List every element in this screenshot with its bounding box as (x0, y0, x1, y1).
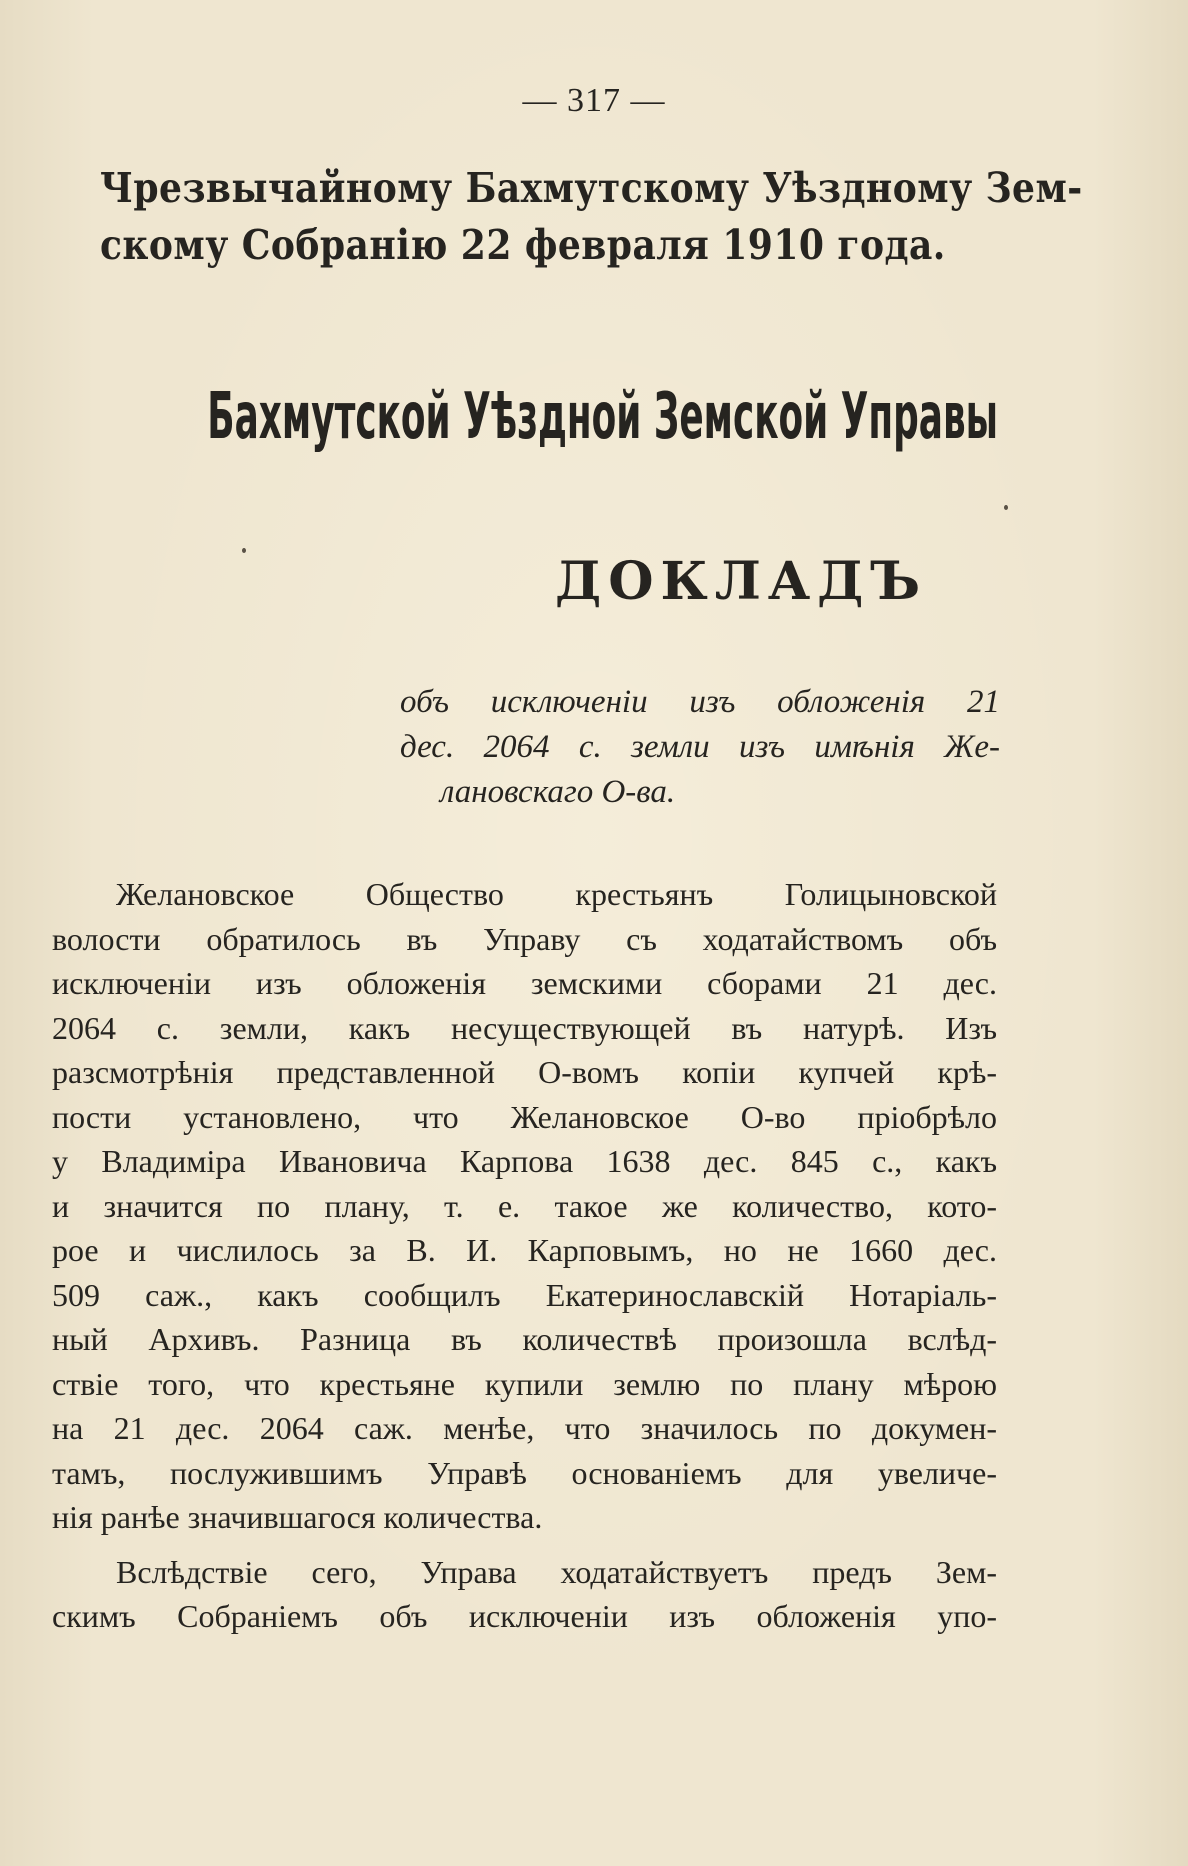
document-heading (100, 160, 1083, 274)
issuing-body: Бахмутской Уѣздной Земской Управы (207, 380, 998, 454)
body-line: волости обратилось въ Управу съ ходатайствомъ объ (52, 920, 997, 957)
heading-line: Чрезвычайному Бахмутскому Уѣздному Зем- (100, 164, 1083, 212)
body-line: ный Архивъ. Разница въ количествѣ произошла вслѣд- (52, 1321, 997, 1357)
body-line: разсмотрѣнія представленной О-вомъ копіи купчей крѣ- (52, 1054, 997, 1090)
body-line: Желановское Общество крестьянъ Голицыновской (116, 876, 997, 912)
body-line: скимъ Собраніемъ объ исключеніи изъ обложенія упо- (52, 1598, 997, 1634)
paragraph-gap (52, 1540, 997, 1550)
body-line: 509 саж., какъ сообщилъ Екатеринославскій Нотаріаль- (52, 1276, 997, 1313)
body-text (52, 872, 997, 1639)
report-subject (400, 680, 1000, 815)
body-line: 2064 с. земли, какъ несуществующей въ натурѣ. Изъ (52, 1009, 997, 1046)
subject-line: дес. 2064 с. земли изъ имѣнія Же- (400, 729, 1000, 765)
body-line: и значится по плану, т. е. такое же количество, кото- (52, 1187, 997, 1224)
body-line: у Владиміра Ивановича Карпова 1638 дес. 845 с., какъ (52, 1143, 997, 1179)
paper-speck (242, 548, 246, 553)
body-line: пости установлено, что Желановское О-во пріобрѣло (52, 1098, 997, 1135)
body-line: исключеніи изъ обложенія земскими сборами 21 дес. (52, 965, 997, 1001)
subject-line: лановскаго О-ва. (440, 774, 676, 810)
body-line: Вслѣдствіе сего, Управа ходатайствуетъ предъ Зем- (116, 1553, 997, 1590)
body-line: на 21 дес. 2064 саж. менѣе, что значилось по докумен- (52, 1410, 997, 1446)
paper-speck (1004, 505, 1008, 510)
body-line: тамъ, послужившимъ Управѣ основаніемъ для увеличе- (52, 1454, 997, 1491)
document-type: ДОКЛАДЪ (555, 551, 928, 612)
body-line: нія ранѣе значившагося количества. (52, 1499, 543, 1535)
body-line: рое и числилось за В. И. Карповымъ, но не 1660 дес. (52, 1232, 997, 1268)
page-number: — 317 — (522, 82, 666, 119)
body-line: ствіе того, что крестьяне купили землю по плану мѣрою (52, 1365, 997, 1402)
heading-line: скому Собранію 22 февраля 1910 года. (100, 221, 946, 269)
subject-line: объ исключеніи изъ обложенія 21 (400, 684, 1000, 720)
